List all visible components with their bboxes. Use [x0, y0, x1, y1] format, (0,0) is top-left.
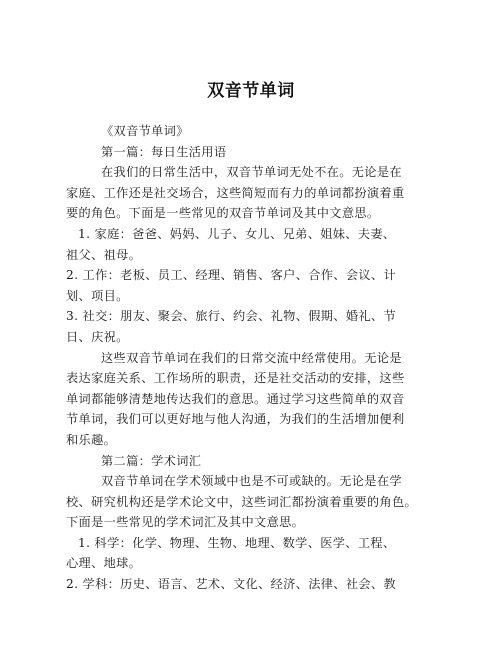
- text-line: 双音节单词在学术领域中也是不可或缺的。无论是在学: [101, 474, 402, 489]
- text-line: 1. 家庭：爸爸、妈妈、儿子、女儿、兄弟、姐妹、夫妻、: [78, 226, 396, 241]
- text-line: 要的角色。下面是一些常见的双音节单词及其中文意思。: [66, 206, 380, 221]
- text-line: 《双音节单词》: [101, 124, 189, 138]
- text-line: 2. 工作：老板、员工、经理、销售、客户、合作、会议、计: [66, 268, 396, 283]
- text-line: 划、项目。: [66, 288, 129, 303]
- text-line: 表达家庭关系、工作场所的职责，还是社交活动的安排，这些: [66, 371, 405, 386]
- document-title: 双音节单词: [207, 81, 295, 101]
- text-line: 心理、地球。: [66, 556, 142, 571]
- text-line: 单词都能够清楚地传达我们的意思。通过学习这些简单的双音: [66, 391, 405, 406]
- text-line: 1. 科学：化学、物理、生物、地理、数学、医学、工程、: [78, 535, 396, 550]
- text-line: 祖父、祖母。: [66, 247, 142, 262]
- text-line: 2. 学科：历史、语言、艺术、文化、经济、法律、社会、教: [66, 577, 396, 592]
- text-line: 下面是一些常见的学术词汇及其中文意思。: [66, 515, 305, 530]
- text-line: 和乐趣。: [66, 432, 117, 447]
- text-line: 3. 社交：朋友、聚会、旅行、约会、礼物、假期、婚礼、节: [66, 309, 396, 324]
- text-line: 第二篇：学术词汇: [101, 453, 202, 468]
- text-line: 第一篇：每日生活用语: [101, 144, 227, 159]
- text-line: 在我们的日常生活中，双音节单词无处不在。无论是在: [101, 165, 402, 180]
- text-line: 节单词，我们可以更好地与他人沟通，为我们的生活增加便利: [66, 412, 405, 427]
- document-body: [66, 121, 446, 595]
- text-line: 这些双音节单词在我们的日常交流中经常使用。无论是: [101, 350, 402, 365]
- text-line: 日、庆祝。: [66, 329, 129, 344]
- text-line: 家庭、工作还是社交场合，这些简短而有力的单词都扮演着重: [66, 185, 405, 200]
- text-line: 校、研究机构还是学术论文中，这些词汇都扮演着重要的角色。: [66, 494, 418, 509]
